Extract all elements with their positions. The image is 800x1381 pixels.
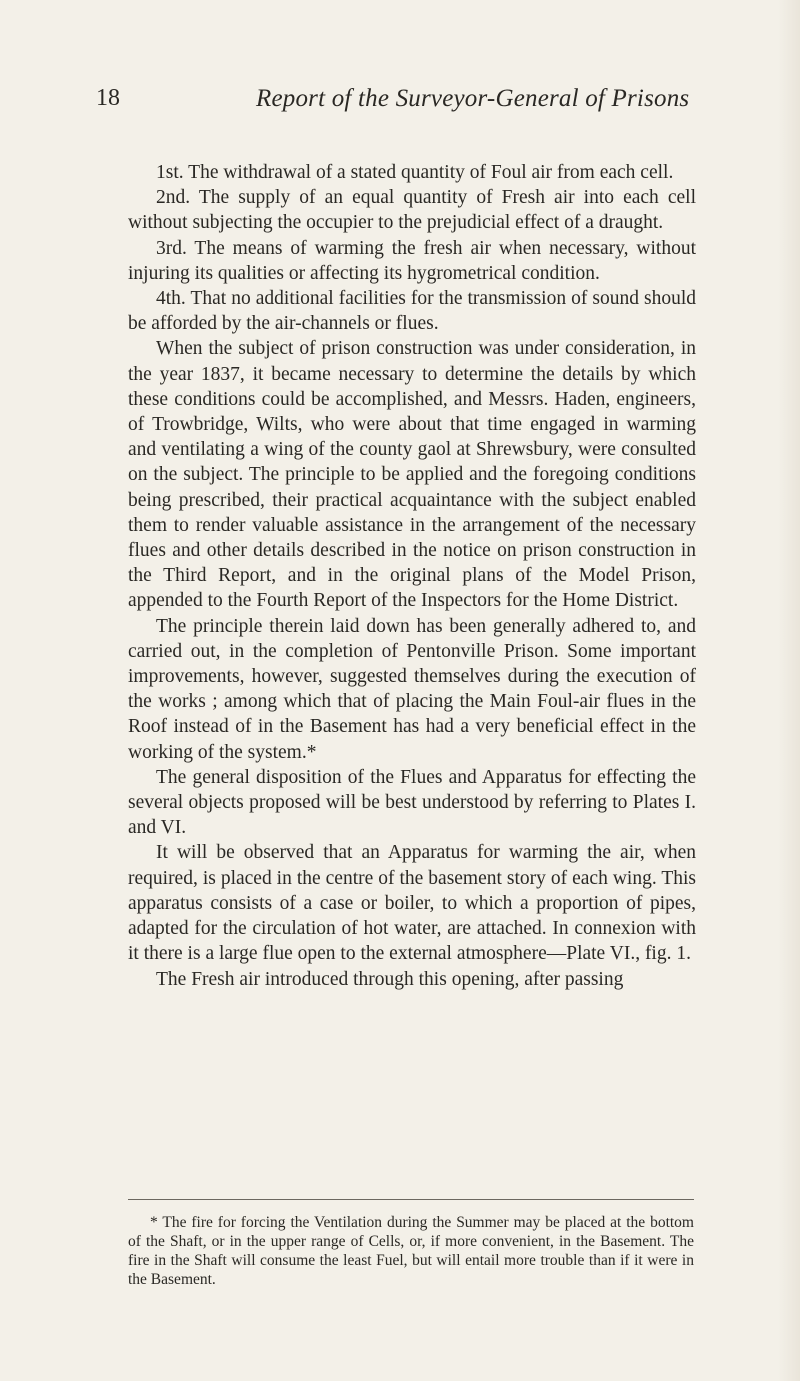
- page-header: [96, 85, 696, 125]
- running-title: Report of the Surveyor-General of Prisons: [256, 85, 690, 112]
- footnote-text: * The fire for forcing the Ventilation during the Summer may be placed at the bottom of the Shaft, or in the upper range of Cells, or, if more convenient, in the Basement. The fire in the Shaft will consume the least Fuel, but will entail more trouble than if it were in the Basement.: [128, 1214, 694, 1288]
- paragraph-disposition: The general disposition of the Flues and Apparatus for effecting the several objects proposed will be best understood by referring to Plates I. and VI.: [128, 766, 696, 839]
- paragraph-fresh-air: The Fresh air introduced through this opening, after passing: [156, 968, 624, 990]
- paragraph-apparatus: It will be observed that an Apparatus for warming the air, when required, is placed in the centre of the basement story of each wing. This apparatus consists of a case or boiler, to which a proportion of pipes, adapted for the circulation of hot water, are attached. In connexion with it there is a large flue open to the external atmosphere—Plate VI., fig. 1.: [128, 842, 696, 965]
- paragraph-first-condition: 1st. The withdrawal of a stated quantity of Foul air from each cell.: [156, 162, 674, 183]
- page-number: 18: [96, 85, 120, 111]
- body-text: [128, 160, 696, 992]
- paragraph-fourth-condition: 4th. That no additional facilities for the transmission of sound should be afforded by the air-channels or flues.: [128, 288, 696, 335]
- footnote-divider: [128, 1199, 694, 1200]
- paragraph-prison-construction: When the subject of prison construction was under consideration, in the year 1837, it became necessary to determine the details by which these conditions could be accomplished, and Messrs. Haden, engineers, of Trowbridge, Wilts, who were about that time engaged in warming and ventilating a wing of the county gaol at Shrewsbury, were consulted on the subject. The principle to be applied and the foregoing conditions being prescribed, their practical acquaintance with the subject enabled them to render valuable assistance in the arrangement of the necessary flues and other details described in the notice on prison construction in the Third Report, and in the original plans of the Model Prison, appended to the Fourth Report of the Inspectors for the Home District.: [128, 338, 696, 612]
- footnote: [128, 1213, 694, 1289]
- page-edge-shadow: [778, 0, 800, 1381]
- paragraph-principle: The principle therein laid down has been generally adhered to, and carried out, in the completion of Pentonville Prison. Some important improvements, however, suggested themselves during the execution of the works ; among which that of placing the Main Foul-air flues in the Roof instead of in the Basement has had a very beneficial effect in the working of the system.*: [128, 615, 696, 763]
- paragraph-second-condition: 2nd. The supply of an equal quantity of Fresh air into each cell without subjecting the occupier to the prejudicial effect of a draught.: [128, 187, 696, 234]
- paragraph-third-condition: 3rd. The means of warming the fresh air when necessary, without injuring its qualities or affecting its hygrometrical condition.: [128, 237, 696, 284]
